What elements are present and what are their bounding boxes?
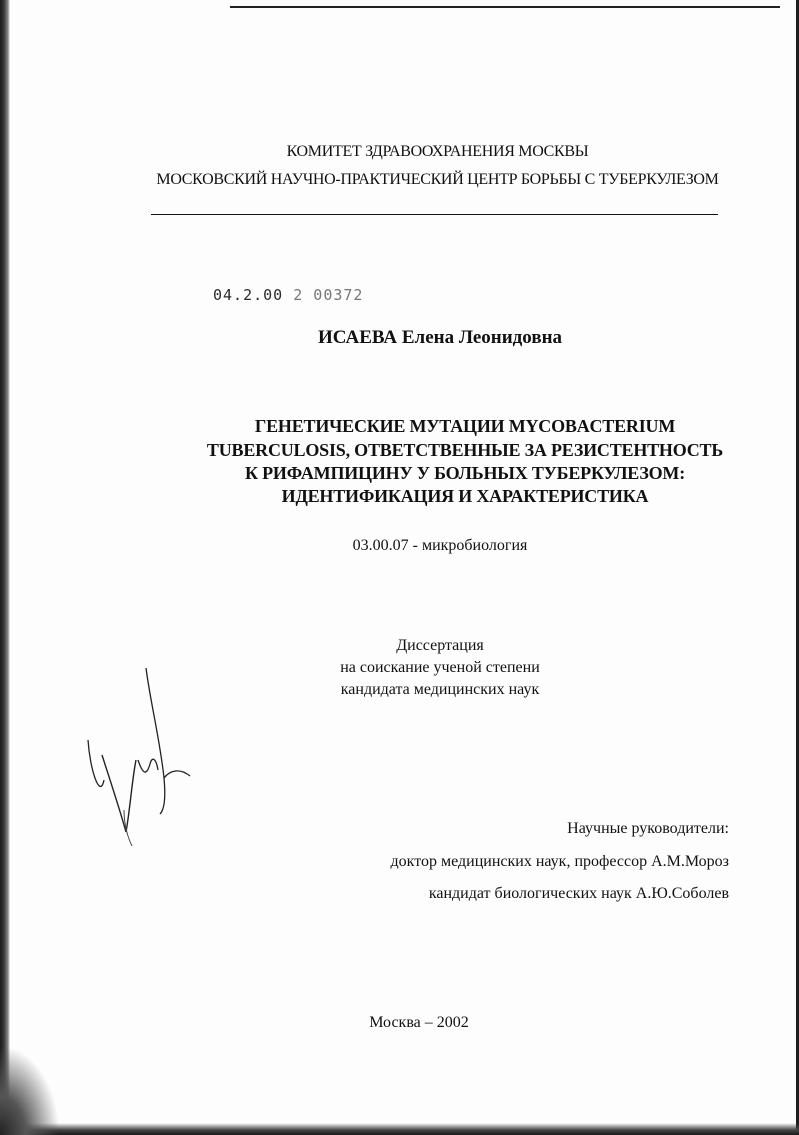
title-line: К РИФАМПИЦИНУ У БОЛЬНЫХ ТУБЕРКУЛЕЗОМ: bbox=[244, 463, 686, 483]
header-divider bbox=[151, 214, 718, 215]
dissertation-label: Диссертация bbox=[396, 637, 484, 654]
scan-edge-top bbox=[230, 6, 780, 8]
title-line: ГЕНЕТИЧЕСКИЕ МУТАЦИИ MYCOBACTERIUM bbox=[254, 416, 676, 436]
handwritten-signature bbox=[80, 660, 210, 850]
signature-stroke bbox=[146, 668, 165, 814]
degree-line: на соискание ученой степени bbox=[340, 659, 540, 676]
signature-stroke bbox=[164, 771, 190, 778]
city-year: Москва – 2002 bbox=[369, 1014, 469, 1031]
specialty-code: 03.00.07 - микробиология bbox=[352, 537, 528, 554]
registration-number-stamp bbox=[213, 286, 363, 304]
signature-stroke bbox=[88, 740, 104, 786]
supervisor-first: доктор медицинских наук, профессор А.М.Мороз bbox=[390, 853, 729, 870]
center-name: МОСКОВСКИЙ НАУЧНО-ПРАКТИЧЕСКИЙ ЦЕНТР БОРЬБЫ С ТУБЕРКУЛЕЗОМ bbox=[156, 171, 719, 188]
scan-edge-bottom bbox=[10, 1123, 799, 1135]
signature-stroke bbox=[138, 759, 158, 772]
title-line: TUBERCULOSIS, ОТВЕТСТВЕННЫЕ ЗА РЕЗИСТЕНТНОСТЬ bbox=[206, 440, 724, 460]
committee-name: КОМИТЕТ ЗДРАВООХРАНЕНИЯ МОСКВЫ bbox=[286, 143, 589, 160]
scan-corner-shadow bbox=[0, 1045, 60, 1135]
degree-line: кандидата медицинских наук bbox=[340, 681, 540, 698]
supervisor-second: кандидат биологических наук А.Ю.Соболев bbox=[428, 885, 729, 902]
signature-stroke bbox=[102, 755, 136, 832]
registration-number-part1: 04.2.00 bbox=[213, 286, 284, 304]
scan-edge-left bbox=[0, 0, 10, 1135]
author-name: ИСАЕВА Елена Леонидовна bbox=[317, 327, 563, 348]
title-line: ИДЕНТИФИКАЦИЯ И ХАРАКТЕРИСТИКА bbox=[281, 486, 649, 506]
supervisors-heading: Научные руководители: bbox=[567, 820, 729, 837]
registration-number-part2: 2 00372 bbox=[293, 286, 364, 304]
